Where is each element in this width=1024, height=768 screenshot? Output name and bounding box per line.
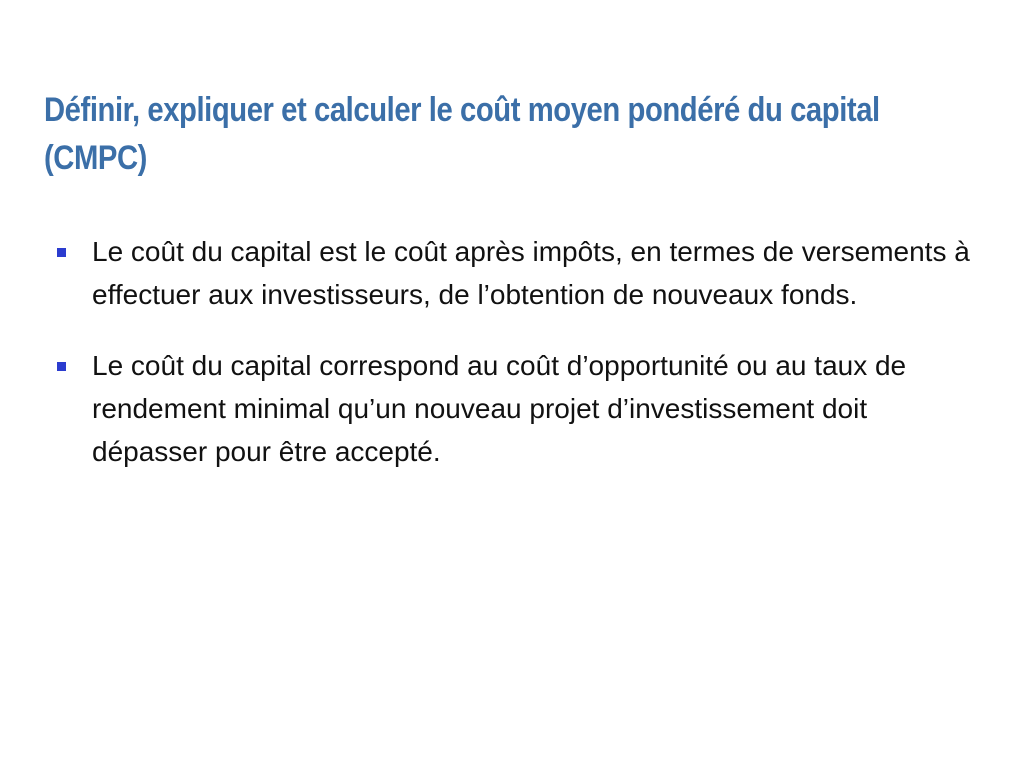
list-item	[56, 230, 986, 316]
square-bullet-icon	[57, 248, 66, 257]
slide-title: Définir, expliquer et calculer le coût moyen pondéré du capital (CMPC)	[44, 91, 880, 177]
square-bullet-icon	[57, 362, 66, 371]
bullet-text: Le coût du capital est le coût après impôts, en termes de versements à effectuer aux investisseurs, de l’obtention de nouveaux fonds.	[92, 236, 970, 310]
list-item	[56, 344, 986, 473]
bullet-list	[56, 230, 986, 501]
bullet-text: Le coût du capital correspond au coût d’opportunité ou au taux de rendement minimal qu’un nouveau projet d’investissement doit dépasser pour être accepté.	[92, 350, 907, 467]
